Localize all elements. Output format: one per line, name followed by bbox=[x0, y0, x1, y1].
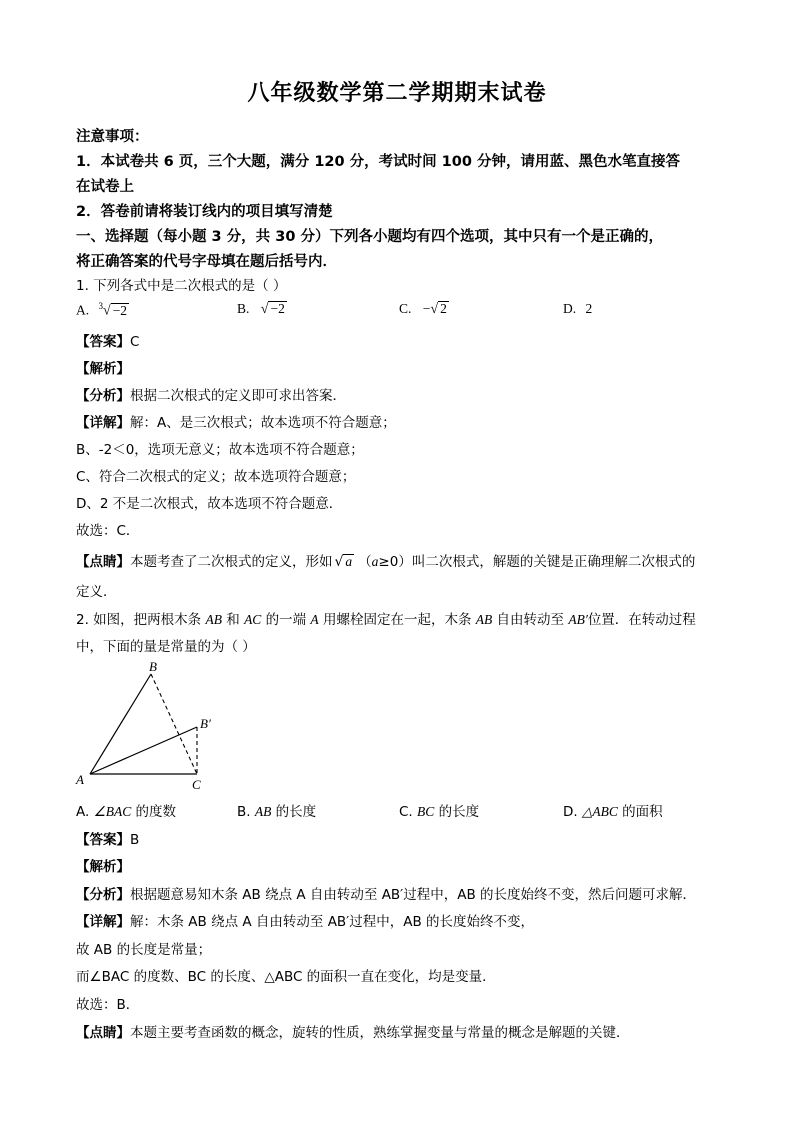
label-b: B bbox=[149, 659, 157, 674]
radical-icon: √ bbox=[334, 554, 344, 570]
notice-heading: 注意事项： bbox=[76, 129, 149, 145]
q2-xiangjie bbox=[76, 910, 534, 930]
q2-option-a-expr: ∠BAC bbox=[93, 804, 132, 819]
q1-dianjing-cond-rest: ≥0） bbox=[378, 554, 412, 570]
q1-line-d: D、2 不是二次根式，故本选项不符合题意． bbox=[76, 496, 343, 512]
q2-stem bbox=[76, 608, 696, 628]
q1-analysis-tag: 【解析】 bbox=[76, 361, 130, 377]
answer-tag: 【答案】 bbox=[76, 832, 130, 848]
notice-item-1: 1．本试卷共 6 页，三个大题，满分 120 分，考试时间 100 分钟，请用蓝、黑色水笔直接答 bbox=[76, 154, 680, 170]
q2-stem-part: 和 bbox=[221, 612, 245, 628]
xiangjie-tag: 【详解】 bbox=[76, 415, 130, 431]
q1-dianjing bbox=[76, 550, 695, 570]
dianjing-tag: 【点睛】 bbox=[76, 554, 130, 570]
q1-choice: 故选：C． bbox=[76, 523, 140, 539]
q1-option-c-label: C. bbox=[399, 301, 412, 316]
label-b-prime: B′ bbox=[200, 716, 211, 731]
fenxi-tag: 【分析】 bbox=[76, 388, 130, 404]
q2-analysis-tag: 【解析】 bbox=[76, 859, 130, 875]
q1-fenxi bbox=[76, 384, 346, 404]
q2-figure bbox=[70, 655, 220, 795]
notice-item-2: 2．答卷前请将装订线内的项目填写清楚 bbox=[76, 204, 333, 220]
q2-option-c-label: C. bbox=[399, 804, 418, 820]
q2-stem-part: 位置．在转动过程 bbox=[587, 612, 696, 628]
q2-line-const: 故 AB 的长度是常量； bbox=[76, 942, 212, 958]
q2-dianjing-text: 本题主要考查函数的概念，旋转的性质，熟练掌握变量与常量的概念是解题的关键． bbox=[130, 1025, 630, 1041]
q2-option-d bbox=[563, 800, 663, 820]
q1-xiangjie bbox=[76, 411, 396, 431]
q1-option-a bbox=[76, 301, 129, 320]
q2-stem-part: 的一端 bbox=[261, 612, 311, 628]
q1-dianjing-cond-open: （ bbox=[358, 554, 372, 570]
q1-line-c: C、符合二次根式的定义；故本选项符合题意； bbox=[76, 469, 356, 485]
radical-icon: √ bbox=[260, 302, 269, 317]
q2-line-var: 而∠BAC 的度数、BC 的长度、△ABC 的面积一直在变化，均是变量． bbox=[76, 969, 496, 985]
q2-option-b bbox=[237, 800, 316, 820]
q2-stem-part: 2. 如图，把两根木条 bbox=[76, 612, 206, 628]
radical-icon: √ bbox=[430, 302, 439, 317]
xiangjie-tag: 【详解】 bbox=[76, 914, 130, 930]
q2-stem-part: 自由转动至 bbox=[492, 612, 569, 628]
q1-option-d-label: D. bbox=[563, 301, 577, 316]
q2-stem-cont: 中，下面的量是常量的为（ ） bbox=[76, 639, 256, 655]
label-c: C bbox=[192, 777, 201, 792]
q2-stem-var: AB bbox=[205, 612, 222, 627]
q2-fenxi-text: 根据题意易知木条 AB 绕点 A 自由转动至 AB′过程中，AB 的长度始终不变，然后问题可求解． bbox=[130, 887, 697, 903]
page-title: 八年级数学第二学期期末试卷 bbox=[247, 81, 547, 106]
notice-item-1-cont: 在试卷上 bbox=[76, 179, 134, 195]
q2-option-a bbox=[76, 800, 176, 820]
q2-option-a-label: A. bbox=[76, 804, 94, 820]
section-heading-cont: 将正确答案的代号字母填在题后括号内． bbox=[76, 254, 337, 270]
q1-option-c bbox=[399, 301, 449, 318]
q2-option-d-expr: △ABC bbox=[581, 804, 618, 819]
q2-option-a-text: 的度数 bbox=[131, 804, 176, 820]
radical-icon: √ bbox=[103, 303, 111, 319]
q2-option-c-expr: BC bbox=[417, 804, 435, 819]
q1-dianjing-cont: 定义． bbox=[76, 584, 117, 600]
label-a: A bbox=[76, 772, 84, 787]
q2-dianjing bbox=[76, 1021, 630, 1041]
q2-option-b-text: 的长度 bbox=[271, 804, 317, 820]
q2-stem-var: AC bbox=[244, 612, 262, 627]
q2-stem-var: AB′ bbox=[568, 612, 588, 627]
q2-option-b-label: B. bbox=[237, 804, 255, 820]
q2-stem-part: 用螺栓固定在一起，木条 bbox=[318, 612, 476, 628]
q1-option-a-index: 3 bbox=[98, 301, 103, 311]
q1-option-c-radicand: 2 bbox=[440, 301, 447, 316]
q2-answer-value: B bbox=[130, 832, 140, 848]
q2-stem-var: AB bbox=[475, 612, 493, 627]
q1-dianjing-post: 叫二次根式，解题的关键是正确理解二次根式的 bbox=[411, 554, 696, 570]
q1-option-c-minus: − bbox=[422, 301, 431, 316]
q1-line-b: B、-2＜0，选项无意义；故本选项不符合题意； bbox=[76, 442, 364, 458]
q1-option-b-radicand: −2 bbox=[270, 301, 285, 316]
q1-option-a-label: A. bbox=[76, 302, 90, 318]
segment-ab-prime bbox=[90, 727, 197, 774]
q1-answer bbox=[76, 330, 139, 350]
segment-bc-dashed bbox=[151, 674, 197, 774]
q2-option-d-text: 的面积 bbox=[617, 804, 663, 820]
q2-answer bbox=[76, 828, 139, 848]
answer-tag: 【答案】 bbox=[76, 334, 130, 350]
q1-option-d bbox=[563, 301, 592, 317]
q1-dianjing-cond-var: a bbox=[371, 554, 379, 569]
q2-option-b-expr: AB bbox=[254, 804, 272, 819]
q2-option-c-text: 的长度 bbox=[434, 804, 480, 820]
q1-stem: 1. 下列各式中是二次根式的是（ ） bbox=[76, 278, 287, 294]
q1-option-b bbox=[237, 301, 287, 318]
segment-ab bbox=[90, 674, 151, 774]
q1-answer-value: C bbox=[130, 334, 140, 350]
q2-fenxi bbox=[76, 883, 696, 903]
q1-option-b-label: B. bbox=[237, 301, 250, 316]
q1-option-a-radicand: −2 bbox=[112, 302, 128, 318]
q2-xiangjie-text: 解：木条 AB 绕点 A 自由转动至 AB′过程中，AB 的长度始终不变， bbox=[130, 914, 535, 930]
q1-option-d-value: 2 bbox=[585, 301, 593, 316]
fenxi-tag: 【分析】 bbox=[76, 887, 130, 903]
q1-xiangjie-text: 解：A、是三次根式；故本选项不符合题意； bbox=[130, 415, 396, 431]
q1-fenxi-text: 根据二次根式的定义即可求出答案． bbox=[130, 388, 346, 404]
q2-option-c bbox=[399, 800, 479, 820]
q2-option-d-label: D. bbox=[563, 804, 582, 820]
dianjing-tag: 【点睛】 bbox=[76, 1025, 130, 1041]
q2-stem-var: A bbox=[310, 612, 319, 627]
section-heading: 一、选择题（每小题 3 分，共 30 分）下列各小题均有四个选项，其中只有一个是正确的， bbox=[76, 229, 663, 245]
q1-dianjing-pre: 本题考查了二次根式的定义，形如 bbox=[130, 554, 333, 570]
q2-choice: 故选：B． bbox=[76, 997, 140, 1013]
q1-dianjing-rad: a bbox=[345, 554, 353, 569]
